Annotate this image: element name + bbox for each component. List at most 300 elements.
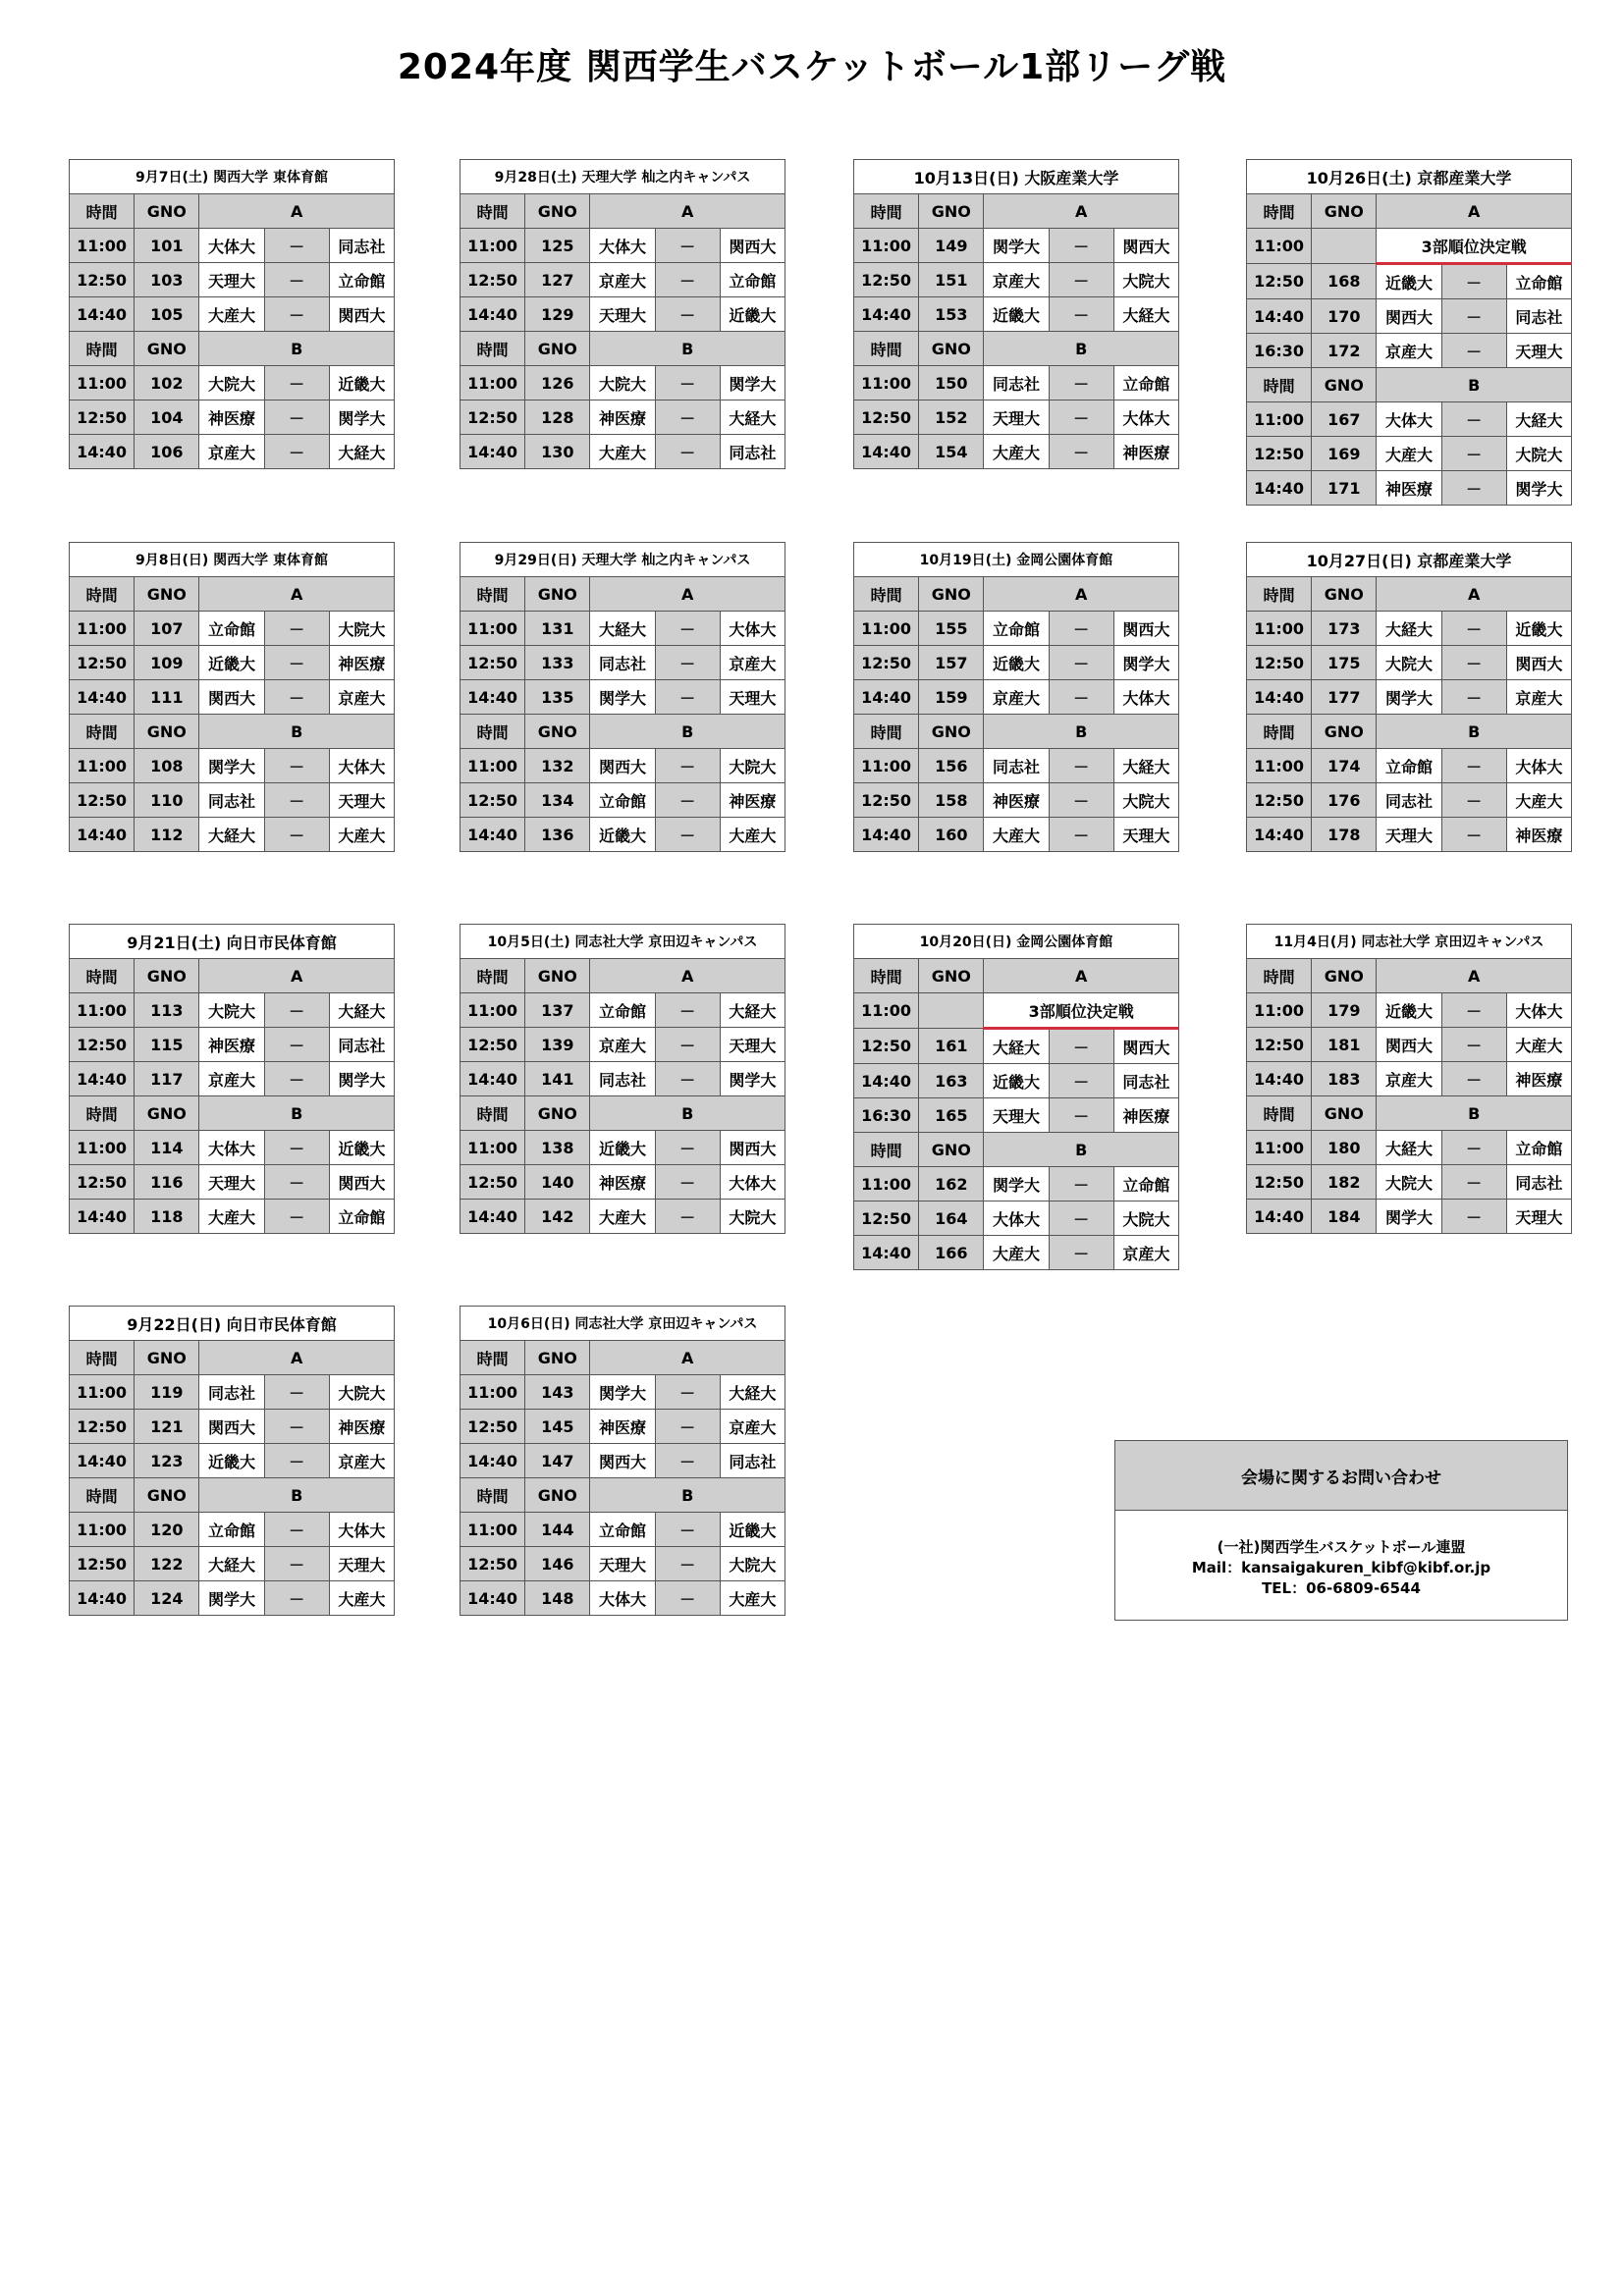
game-row	[70, 1513, 395, 1547]
gno-column-header: GNO	[919, 1133, 984, 1167]
versus-dash: －	[1441, 783, 1506, 818]
game-row	[70, 1581, 395, 1616]
game-row	[854, 263, 1179, 297]
game-number: 109	[135, 646, 199, 680]
away-team: 大経大	[329, 993, 394, 1028]
game-number: 139	[525, 1028, 590, 1062]
group-label: B	[590, 1096, 785, 1131]
home-team: 天理大	[1377, 818, 1441, 852]
time-column-header: 時間	[460, 1478, 525, 1513]
away-team: 大院大	[1113, 783, 1178, 818]
versus-dash: －	[655, 993, 720, 1028]
versus-dash: －	[264, 1547, 329, 1581]
home-team: 同志社	[1377, 783, 1441, 818]
away-team: 大経大	[720, 1375, 785, 1410]
versus-dash: －	[264, 612, 329, 646]
game-time: 11:00	[1247, 993, 1312, 1028]
game-number: 140	[525, 1165, 590, 1200]
game-time: 12:50	[70, 1165, 135, 1200]
game-number: 148	[525, 1581, 590, 1616]
day-header-row	[854, 160, 1179, 194]
home-team: 関学大	[1377, 680, 1441, 715]
game-time: 14:40	[460, 435, 525, 469]
day-header-row	[1247, 160, 1572, 194]
group-label: A	[590, 959, 785, 993]
away-team: 大院大	[1113, 263, 1178, 297]
game-time: 14:40	[1247, 1062, 1312, 1096]
versus-dash: －	[264, 818, 329, 852]
game-time: 12:50	[460, 1165, 525, 1200]
away-team: 同志社	[1113, 1064, 1178, 1098]
game-row	[1247, 818, 1572, 852]
game-row	[70, 818, 395, 852]
away-team: 大産大	[720, 1581, 785, 1616]
versus-dash: －	[1049, 783, 1113, 818]
versus-dash: －	[1441, 646, 1506, 680]
time-column-header: 時間	[1247, 194, 1312, 229]
away-team: 関西大	[1506, 646, 1571, 680]
home-team: 神医療	[199, 1028, 264, 1062]
group-header-row	[70, 194, 395, 229]
versus-dash: －	[1441, 612, 1506, 646]
group-label: B	[199, 332, 395, 366]
game-time: 12:50	[460, 400, 525, 435]
group-header-row	[1247, 1096, 1572, 1131]
home-team: 大経大	[590, 612, 655, 646]
day-header: 11月4日(月) 同志社大学 京田辺キャンパス	[1247, 925, 1572, 959]
game-row	[854, 818, 1179, 852]
versus-dash: －	[1441, 1062, 1506, 1096]
versus-dash: －	[655, 297, 720, 332]
day-schedule-table	[853, 924, 1179, 1270]
versus-dash: －	[1049, 1236, 1113, 1270]
away-team: 京産大	[329, 680, 394, 715]
versus-dash: －	[264, 435, 329, 469]
versus-dash: －	[264, 1028, 329, 1062]
game-time: 14:40	[1247, 1200, 1312, 1234]
game-time: 12:50	[70, 400, 135, 435]
away-team: 大経大	[329, 435, 394, 469]
group-label: B	[1377, 1096, 1572, 1131]
game-row	[70, 1547, 395, 1581]
home-team: 神医療	[590, 1410, 655, 1444]
special-game-row	[1247, 229, 1572, 264]
versus-dash: －	[655, 400, 720, 435]
home-team: 関西大	[1377, 299, 1441, 334]
group-header-row	[854, 194, 1179, 229]
contact-box	[1114, 1440, 1568, 1621]
game-number: 119	[135, 1375, 199, 1410]
group-label: B	[199, 1478, 395, 1513]
game-number: 112	[135, 818, 199, 852]
game-row	[70, 1131, 395, 1165]
game-number	[1312, 229, 1377, 264]
home-team: 大体大	[199, 1131, 264, 1165]
game-row	[854, 612, 1179, 646]
game-time: 12:50	[854, 783, 919, 818]
game-row	[70, 1444, 395, 1478]
game-time: 14:40	[1247, 818, 1312, 852]
game-number: 184	[1312, 1200, 1377, 1234]
game-number: 161	[919, 1029, 984, 1064]
game-row	[460, 612, 785, 646]
day-header: 9月22日(日) 向日市民体育館	[70, 1307, 395, 1341]
group-label: A	[199, 959, 395, 993]
versus-dash: －	[1441, 749, 1506, 783]
time-column-header: 時間	[460, 715, 525, 749]
game-row	[1247, 402, 1572, 437]
home-team: 大院大	[1377, 1165, 1441, 1200]
home-team: 大産大	[984, 818, 1049, 852]
away-team: 大体大	[1113, 680, 1178, 715]
away-team: 神医療	[720, 783, 785, 818]
game-row	[70, 1410, 395, 1444]
away-team: 大体大	[720, 612, 785, 646]
game-time: 11:00	[854, 229, 919, 263]
special-game-label: 3部順位決定戦	[984, 993, 1179, 1029]
away-team: 関西大	[1113, 1029, 1178, 1064]
gno-column-header: GNO	[525, 194, 590, 229]
day-schedule-table	[1246, 159, 1572, 506]
versus-dash: －	[1441, 993, 1506, 1028]
gno-column-header: GNO	[525, 1478, 590, 1513]
away-team: 神医療	[329, 1410, 394, 1444]
versus-dash: －	[264, 993, 329, 1028]
versus-dash: －	[1441, 264, 1506, 299]
game-number: 101	[135, 229, 199, 263]
game-row	[460, 1444, 785, 1478]
home-team: 京産大	[199, 1062, 264, 1096]
home-team: 同志社	[984, 749, 1049, 783]
versus-dash: －	[264, 1581, 329, 1616]
home-team: 関学大	[590, 1375, 655, 1410]
home-team: 同志社	[199, 783, 264, 818]
versus-dash: －	[1441, 680, 1506, 715]
gno-column-header: GNO	[1312, 368, 1377, 402]
game-time: 14:40	[460, 1200, 525, 1234]
game-row	[854, 297, 1179, 332]
time-column-header: 時間	[854, 1133, 919, 1167]
versus-dash: －	[655, 680, 720, 715]
gno-column-header: GNO	[1312, 959, 1377, 993]
game-number: 135	[525, 680, 590, 715]
game-time: 12:50	[460, 646, 525, 680]
game-row	[460, 1028, 785, 1062]
game-time: 12:50	[1247, 264, 1312, 299]
away-team: 天理大	[1506, 334, 1571, 368]
time-column-header: 時間	[70, 1096, 135, 1131]
group-label: A	[1377, 577, 1572, 612]
versus-dash: －	[1049, 1029, 1113, 1064]
game-number: 151	[919, 263, 984, 297]
home-team: 大産大	[590, 1200, 655, 1234]
versus-dash: －	[264, 366, 329, 400]
day-header: 10月5日(土) 同志社大学 京田辺キャンパス	[460, 925, 785, 959]
time-column-header: 時間	[460, 332, 525, 366]
group-label: B	[199, 715, 395, 749]
game-time: 16:30	[854, 1098, 919, 1133]
day-header-row	[460, 925, 785, 959]
game-time: 12:50	[460, 1547, 525, 1581]
away-team: 大体大	[1506, 993, 1571, 1028]
away-team: 天理大	[720, 680, 785, 715]
away-team: 大産大	[1506, 1028, 1571, 1062]
game-number: 132	[525, 749, 590, 783]
game-time: 11:00	[70, 366, 135, 400]
versus-dash: －	[655, 366, 720, 400]
gno-column-header: GNO	[525, 1341, 590, 1375]
away-team: 立命館	[1113, 366, 1178, 400]
game-row	[1247, 680, 1572, 715]
group-label: B	[199, 1096, 395, 1131]
game-row	[460, 646, 785, 680]
away-team: 関西大	[329, 1165, 394, 1200]
home-team: 天理大	[984, 400, 1049, 435]
home-team: 神医療	[984, 783, 1049, 818]
game-time: 11:00	[1247, 229, 1312, 264]
game-time: 14:40	[460, 1062, 525, 1096]
home-team: 関西大	[199, 1410, 264, 1444]
away-team: 立命館	[1506, 1131, 1571, 1165]
home-team: 京産大	[199, 435, 264, 469]
game-row	[1247, 1028, 1572, 1062]
game-time: 14:40	[854, 818, 919, 852]
away-team: 近畿大	[329, 366, 394, 400]
game-time: 14:40	[1247, 299, 1312, 334]
versus-dash: －	[264, 1444, 329, 1478]
away-team: 大体大	[329, 1513, 394, 1547]
versus-dash: －	[1049, 400, 1113, 435]
versus-dash: －	[1049, 680, 1113, 715]
group-header-row	[460, 1478, 785, 1513]
game-number: 126	[525, 366, 590, 400]
gno-column-header: GNO	[919, 959, 984, 993]
group-label: A	[984, 959, 1179, 993]
group-label: A	[590, 577, 785, 612]
versus-dash: －	[655, 1131, 720, 1165]
time-column-header: 時間	[70, 332, 135, 366]
home-team: 大産大	[984, 1236, 1049, 1270]
game-row	[70, 366, 395, 400]
home-team: 大院大	[1377, 646, 1441, 680]
versus-dash: －	[655, 435, 720, 469]
versus-dash: －	[655, 1513, 720, 1547]
game-number: 160	[919, 818, 984, 852]
day-schedule-table	[460, 159, 785, 469]
versus-dash: －	[1441, 402, 1506, 437]
home-team: 大体大	[1377, 402, 1441, 437]
game-number: 103	[135, 263, 199, 297]
game-time: 11:00	[70, 229, 135, 263]
game-row	[1247, 299, 1572, 334]
versus-dash: －	[264, 783, 329, 818]
special-game-row	[854, 993, 1179, 1029]
game-row	[460, 1513, 785, 1547]
game-row	[1247, 612, 1572, 646]
game-row	[854, 1167, 1179, 1201]
game-time: 14:40	[460, 1581, 525, 1616]
game-number: 136	[525, 818, 590, 852]
group-label: A	[1377, 194, 1572, 229]
versus-dash: －	[1049, 646, 1113, 680]
home-team: 関学大	[199, 1581, 264, 1616]
game-time: 11:00	[460, 1131, 525, 1165]
game-number: 117	[135, 1062, 199, 1096]
group-label: B	[590, 715, 785, 749]
game-time: 11:00	[70, 1375, 135, 1410]
day-schedule-table	[69, 1306, 395, 1616]
game-number: 141	[525, 1062, 590, 1096]
game-row	[1247, 264, 1572, 299]
gno-column-header: GNO	[919, 194, 984, 229]
gno-column-header: GNO	[1312, 1096, 1377, 1131]
game-row	[70, 297, 395, 332]
group-header-row	[854, 959, 1179, 993]
game-row	[854, 435, 1179, 469]
game-time: 14:40	[460, 680, 525, 715]
game-number: 174	[1312, 749, 1377, 783]
game-row	[70, 783, 395, 818]
home-team: 神医療	[590, 400, 655, 435]
game-number: 118	[135, 1200, 199, 1234]
game-number: 125	[525, 229, 590, 263]
home-team: 近畿大	[1377, 993, 1441, 1028]
home-team: 同志社	[984, 366, 1049, 400]
away-team: 天理大	[1506, 1200, 1571, 1234]
game-time: 11:00	[460, 1375, 525, 1410]
game-number: 175	[1312, 646, 1377, 680]
group-label: A	[199, 1341, 395, 1375]
home-team: 神医療	[1377, 471, 1441, 506]
home-team: 大経大	[1377, 612, 1441, 646]
game-row	[854, 1236, 1179, 1270]
versus-dash: －	[264, 297, 329, 332]
game-time: 12:50	[460, 783, 525, 818]
home-team: 大産大	[984, 435, 1049, 469]
home-team: 立命館	[199, 1513, 264, 1547]
day-header: 9月29日(日) 天理大学 杣之内キャンパス	[460, 543, 785, 577]
time-column-header: 時間	[70, 1478, 135, 1513]
game-row	[460, 263, 785, 297]
game-number: 121	[135, 1410, 199, 1444]
away-team: 京産大	[1113, 1236, 1178, 1270]
gno-column-header: GNO	[525, 715, 590, 749]
game-number: 180	[1312, 1131, 1377, 1165]
gno-column-header: GNO	[135, 1478, 199, 1513]
day-header-row	[70, 1307, 395, 1341]
game-time: 12:50	[854, 400, 919, 435]
away-team: 大体大	[1113, 400, 1178, 435]
versus-dash: －	[264, 1200, 329, 1234]
away-team: 神医療	[1506, 1062, 1571, 1096]
game-time: 14:40	[70, 1444, 135, 1478]
game-number: 128	[525, 400, 590, 435]
group-header-row	[70, 715, 395, 749]
game-number: 156	[919, 749, 984, 783]
day-schedule-table	[69, 542, 395, 852]
home-team: 関学大	[199, 749, 264, 783]
game-number: 108	[135, 749, 199, 783]
versus-dash: －	[655, 1410, 720, 1444]
group-label: B	[984, 1133, 1179, 1167]
versus-dash: －	[1049, 366, 1113, 400]
game-number: 172	[1312, 334, 1377, 368]
group-label: A	[984, 194, 1179, 229]
game-number: 110	[135, 783, 199, 818]
game-time: 12:50	[854, 263, 919, 297]
game-number: 157	[919, 646, 984, 680]
game-time: 14:40	[854, 680, 919, 715]
home-team: 近畿大	[984, 646, 1049, 680]
home-team: 神医療	[590, 1165, 655, 1200]
game-time: 14:40	[854, 1236, 919, 1270]
gno-column-header: GNO	[1312, 577, 1377, 612]
day-schedule-table	[460, 924, 785, 1234]
versus-dash: －	[1049, 1064, 1113, 1098]
game-number: 144	[525, 1513, 590, 1547]
home-team: 大院大	[199, 366, 264, 400]
away-team: 京産大	[720, 1410, 785, 1444]
home-team: 大経大	[199, 818, 264, 852]
gno-column-header: GNO	[919, 332, 984, 366]
game-time: 11:00	[1247, 612, 1312, 646]
group-label: A	[199, 194, 395, 229]
game-time: 12:50	[854, 646, 919, 680]
home-team: 京産大	[590, 1028, 655, 1062]
versus-dash: －	[1049, 435, 1113, 469]
game-time: 11:00	[1247, 402, 1312, 437]
away-team: 神医療	[329, 646, 394, 680]
away-team: 近畿大	[329, 1131, 394, 1165]
versus-dash: －	[655, 263, 720, 297]
game-row	[70, 229, 395, 263]
game-number: 169	[1312, 437, 1377, 471]
home-team: 関学大	[1377, 1200, 1441, 1234]
away-team: 京産大	[329, 1444, 394, 1478]
versus-dash: －	[264, 1062, 329, 1096]
game-time: 14:40	[70, 818, 135, 852]
away-team: 大産大	[1506, 783, 1571, 818]
home-team: 京産大	[984, 263, 1049, 297]
game-time: 12:50	[1247, 1028, 1312, 1062]
group-label: B	[590, 1478, 785, 1513]
home-team: 大産大	[199, 1200, 264, 1234]
game-time: 11:00	[854, 993, 919, 1029]
game-row	[460, 1200, 785, 1234]
versus-dash: －	[264, 263, 329, 297]
home-team: 同志社	[590, 1062, 655, 1096]
game-time: 14:40	[854, 435, 919, 469]
game-time: 11:00	[1247, 1131, 1312, 1165]
home-team: 天理大	[199, 1165, 264, 1200]
game-number: 164	[919, 1201, 984, 1236]
game-number: 107	[135, 612, 199, 646]
away-team: 天理大	[329, 1547, 394, 1581]
game-time: 14:40	[70, 435, 135, 469]
game-number: 177	[1312, 680, 1377, 715]
away-team: 関西大	[1113, 229, 1178, 263]
group-header-row	[70, 1341, 395, 1375]
game-number: 131	[525, 612, 590, 646]
versus-dash: －	[655, 1028, 720, 1062]
game-number: 124	[135, 1581, 199, 1616]
game-time: 14:40	[70, 1062, 135, 1096]
game-row	[854, 366, 1179, 400]
game-number: 162	[919, 1167, 984, 1201]
group-label: B	[1377, 368, 1572, 402]
home-team: 大体大	[984, 1201, 1049, 1236]
gno-column-header: GNO	[1312, 715, 1377, 749]
